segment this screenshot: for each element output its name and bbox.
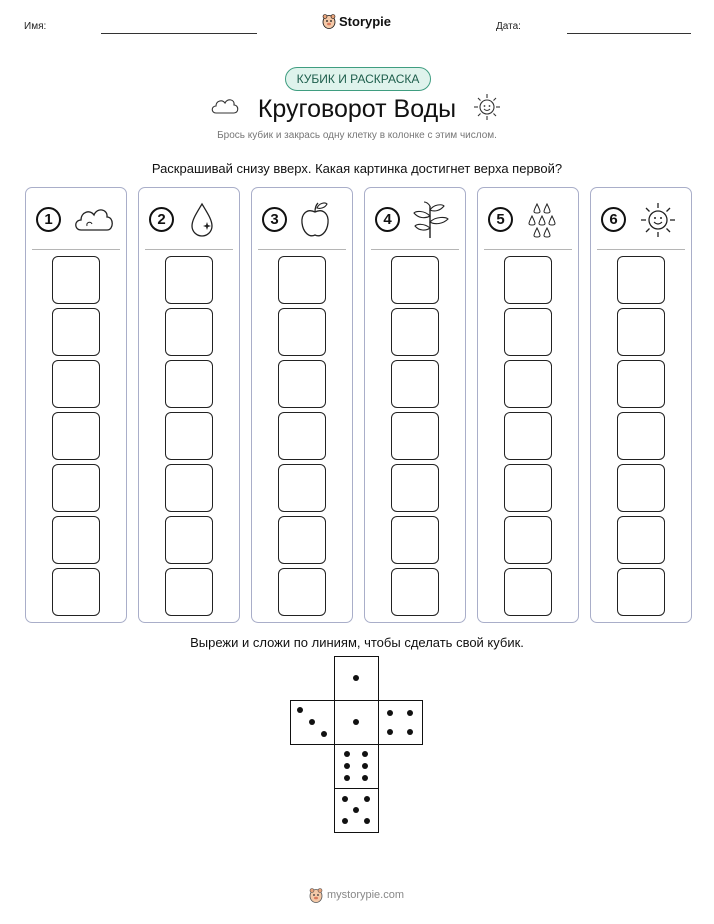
page-title: Круговорот Воды	[257, 95, 457, 123]
pip	[297, 707, 303, 713]
mascot-icon	[322, 13, 336, 29]
color-box[interactable]	[504, 464, 552, 512]
color-box[interactable]	[165, 256, 213, 304]
die-face-3[interactable]	[290, 700, 335, 745]
apple-icon	[299, 200, 341, 240]
die-face-5[interactable]	[334, 788, 379, 833]
color-box[interactable]	[165, 360, 213, 408]
mascot-icon	[309, 887, 323, 903]
column-divider	[597, 249, 685, 250]
die-face-1[interactable]	[334, 656, 379, 701]
rain-drops-icon	[525, 200, 567, 240]
name-label: Имя:	[24, 21, 47, 32]
footer	[309, 887, 404, 903]
color-box[interactable]	[165, 464, 213, 512]
color-box[interactable]	[52, 256, 100, 304]
die-face-1[interactable]	[334, 700, 379, 745]
column-divider	[484, 249, 572, 250]
color-box[interactable]	[165, 308, 213, 356]
pip	[342, 818, 348, 824]
column-divider	[32, 249, 120, 250]
color-box[interactable]	[52, 308, 100, 356]
column-number: 3	[262, 207, 287, 232]
column-number: 6	[601, 207, 626, 232]
color-box[interactable]	[391, 412, 439, 460]
column-4	[364, 187, 466, 623]
color-box[interactable]	[617, 516, 665, 564]
name-line[interactable]	[101, 33, 257, 34]
color-box[interactable]	[278, 464, 326, 512]
color-box[interactable]	[617, 464, 665, 512]
pip	[353, 719, 359, 725]
pip	[362, 751, 368, 757]
instruction: Раскрашивай снизу вверх. Какая картинка достигнет верха первой?	[151, 161, 563, 176]
column-number: 1	[36, 207, 61, 232]
cloud-icon	[73, 200, 115, 240]
brand-name: Storypie	[339, 13, 392, 29]
color-box[interactable]	[278, 516, 326, 564]
footer-url[interactable]: mystorypie.com	[327, 889, 405, 901]
column-divider	[145, 249, 233, 250]
color-box[interactable]	[617, 568, 665, 616]
pip	[353, 675, 359, 681]
pip	[321, 731, 327, 737]
color-box[interactable]	[278, 308, 326, 356]
color-box[interactable]	[278, 412, 326, 460]
pip	[353, 807, 359, 813]
water-drop-icon	[186, 200, 228, 240]
color-box[interactable]	[52, 360, 100, 408]
color-box[interactable]	[504, 308, 552, 356]
color-box[interactable]	[617, 412, 665, 460]
column-divider	[371, 249, 459, 250]
pip	[342, 796, 348, 802]
column-5	[477, 187, 579, 623]
die-face-4[interactable]	[378, 700, 423, 745]
column-divider	[258, 249, 346, 250]
color-box[interactable]	[391, 516, 439, 564]
date-label: Дата:	[496, 21, 521, 32]
pip	[407, 710, 413, 716]
color-box[interactable]	[278, 256, 326, 304]
column-number: 4	[375, 207, 400, 232]
color-box[interactable]	[391, 568, 439, 616]
color-box[interactable]	[52, 412, 100, 460]
plant-icon	[412, 200, 454, 240]
subtitle: Брось кубик и закрась одну клетку в колонке с этим числом.	[217, 130, 497, 141]
sun-icon	[472, 92, 502, 122]
color-box[interactable]	[165, 412, 213, 460]
color-box[interactable]	[52, 464, 100, 512]
cut-instruction: Вырежи и сложи по линиям, чтобы сделать свой кубик.	[190, 635, 524, 650]
color-box[interactable]	[617, 308, 665, 356]
color-box[interactable]	[617, 256, 665, 304]
column-2	[138, 187, 240, 623]
date-line[interactable]	[567, 33, 691, 34]
pip	[387, 729, 393, 735]
brand-logo	[322, 13, 391, 29]
color-box[interactable]	[278, 360, 326, 408]
die-face-6[interactable]	[334, 744, 379, 789]
color-box[interactable]	[504, 568, 552, 616]
pip	[387, 710, 393, 716]
color-box[interactable]	[165, 568, 213, 616]
category-badge: КУБИК И РАСКРАСКА	[285, 67, 431, 91]
color-box[interactable]	[504, 360, 552, 408]
column-3	[251, 187, 353, 623]
pip	[344, 775, 350, 781]
pip	[364, 818, 370, 824]
column-number: 2	[149, 207, 174, 232]
color-box[interactable]	[391, 256, 439, 304]
pip	[344, 751, 350, 757]
pip	[362, 775, 368, 781]
color-box[interactable]	[391, 308, 439, 356]
pip	[309, 719, 315, 725]
color-box[interactable]	[278, 568, 326, 616]
color-box[interactable]	[52, 516, 100, 564]
column-1	[25, 187, 127, 623]
column-number: 5	[488, 207, 513, 232]
pip	[344, 763, 350, 769]
column-6	[590, 187, 692, 623]
color-box[interactable]	[52, 568, 100, 616]
pip	[407, 729, 413, 735]
pip	[364, 796, 370, 802]
color-box[interactable]	[504, 412, 552, 460]
color-box[interactable]	[504, 256, 552, 304]
color-box[interactable]	[391, 464, 439, 512]
color-box[interactable]	[504, 516, 552, 564]
pip	[362, 763, 368, 769]
color-box[interactable]	[165, 516, 213, 564]
color-box[interactable]	[617, 360, 665, 408]
sun-icon	[638, 200, 680, 240]
color-box[interactable]	[391, 360, 439, 408]
